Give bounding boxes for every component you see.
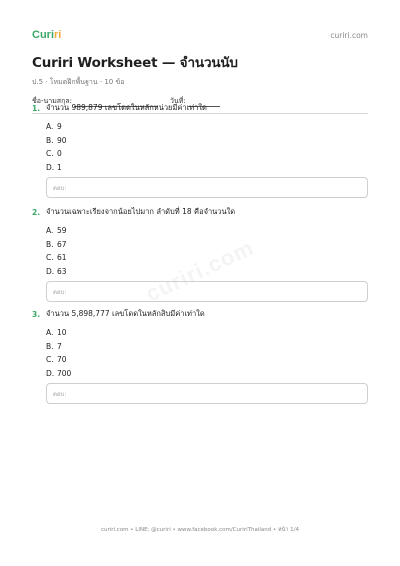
choice-value: 7 (57, 341, 62, 351)
choice-d[interactable] (46, 265, 368, 279)
choice-letter: A. (46, 122, 54, 132)
question-3 (32, 308, 368, 404)
choice-value: 67 (57, 239, 67, 249)
logo-part1: Curi (32, 29, 54, 41)
choice-letter: C. (46, 149, 54, 159)
site-link[interactable]: curiri.com (330, 30, 368, 40)
choice-letter: D. (46, 266, 55, 276)
choice-value: 10 (57, 328, 67, 338)
choice-letter: D. (46, 162, 55, 172)
choice-b[interactable] (46, 134, 368, 148)
question-2 (32, 206, 368, 302)
choice-value: 61 (57, 253, 67, 263)
choice-value: 70 (57, 355, 67, 365)
choice-letter: C. (46, 253, 54, 263)
answer-placeholder: ตอบ: (53, 390, 67, 398)
question-number: 2. (32, 207, 41, 217)
choice-value: 90 (57, 135, 67, 145)
page-title: Curiri Worksheet — จำนวนนับ (32, 55, 238, 71)
answer-placeholder: ตอบ: (53, 184, 67, 192)
curiri-logo (32, 29, 61, 41)
choice-value: 700 (57, 368, 72, 378)
choice-b[interactable] (46, 238, 368, 252)
choice-value: 59 (57, 226, 67, 236)
answer-box[interactable] (46, 177, 368, 198)
question-text: จำนวน 5,898,777 เลขโดดในหลักสิบมีค่าเท่าใด (46, 309, 205, 318)
question-number: 3. (32, 309, 41, 319)
choice-letter: B. (46, 341, 54, 351)
choice-list (32, 120, 368, 174)
header-bar (32, 28, 368, 42)
question-1 (32, 102, 368, 198)
choice-list (32, 224, 368, 278)
page-footer: curiri.com • LINE: @curiri • www.facebook.com/CuririThailand • หน้า 1/4 (100, 527, 300, 533)
page-subtitle: ป.5 · โหมดฝึกพื้นฐาน · 10 ข้อ (32, 78, 125, 86)
choice-c[interactable] (46, 353, 368, 367)
choice-value: 1 (57, 162, 62, 172)
choice-d[interactable] (46, 367, 368, 381)
choice-letter: A. (46, 328, 54, 338)
choice-letter: D. (46, 368, 55, 378)
answer-box[interactable] (46, 281, 368, 302)
choice-b[interactable] (46, 340, 368, 354)
choice-a[interactable] (46, 326, 368, 340)
choice-letter: A. (46, 226, 54, 236)
choice-c[interactable] (46, 147, 368, 161)
name-label: ชื่อ-นามสกุล: (32, 97, 72, 105)
choice-value: 0 (57, 149, 62, 159)
answer-placeholder: ตอบ: (53, 288, 67, 296)
choice-c[interactable] (46, 251, 368, 265)
choice-value: 9 (57, 122, 62, 132)
question-text: จำนวน 989,879 เลขโดดในหลักหน่วยมีค่าเท่าใด (46, 103, 207, 112)
question-prompt (32, 102, 368, 114)
choice-list (32, 326, 368, 380)
choice-a[interactable] (46, 120, 368, 134)
choice-letter: B. (46, 239, 54, 249)
date-label: วันที่: (169, 97, 186, 105)
choice-letter: B. (46, 135, 54, 145)
question-text: จำนวนเฉพาะเรียงจากน้อยไปมาก ลำดับที่ 18 คือจำนวนใด (46, 207, 236, 216)
question-prompt (32, 308, 368, 320)
question-number: 1. (32, 103, 41, 113)
question-prompt (32, 206, 368, 218)
choice-letter: C. (46, 355, 54, 365)
logo-part2: ri (54, 29, 62, 41)
choice-a[interactable] (46, 224, 368, 238)
answer-box[interactable] (46, 383, 368, 404)
choice-d[interactable] (46, 161, 368, 175)
choice-value: 63 (57, 266, 67, 276)
